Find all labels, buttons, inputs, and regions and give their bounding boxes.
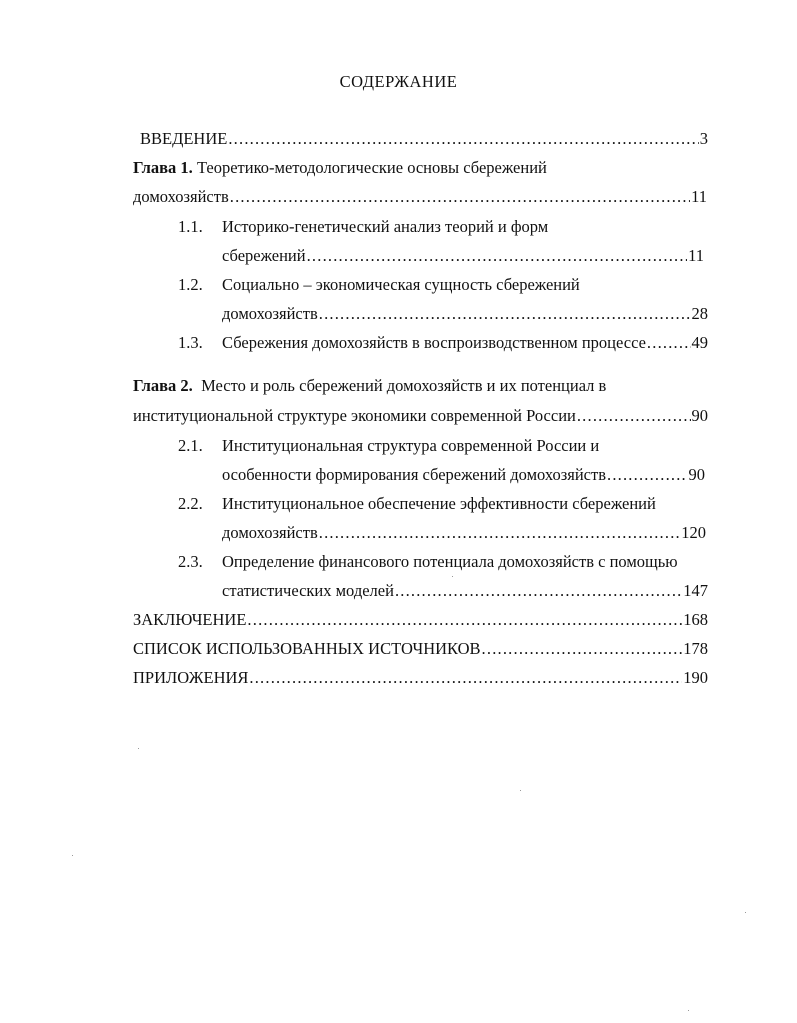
section-page: 90 xyxy=(688,465,705,484)
chapter1-heading[interactable] xyxy=(133,156,547,180)
toc-entry-intro[interactable] xyxy=(140,127,708,151)
chapter2-title-line2: институциональной структуре экономики современной России xyxy=(133,406,576,425)
section-2-3-line2[interactable] xyxy=(222,579,708,603)
section-title: Определение финансового потенциала домохозяйств с помощью xyxy=(222,552,678,571)
section-number: 2.1. xyxy=(178,436,203,455)
scan-speck xyxy=(520,790,521,791)
page-title: СОДЕРЖАНИЕ xyxy=(339,72,458,91)
chapter1-title-line1: Теоретико-методологические основы сбережений xyxy=(196,158,547,177)
leader-dots xyxy=(482,637,683,661)
leader-dots xyxy=(307,244,688,268)
scan-speck xyxy=(452,576,453,577)
chapter2-heading[interactable] xyxy=(133,374,606,398)
section-2-3-line1[interactable] xyxy=(222,550,678,574)
leader-dots xyxy=(647,331,691,355)
leader-dots xyxy=(395,579,682,603)
toc-entry-label: ПРИЛОЖЕНИЯ xyxy=(133,668,249,687)
toc-entry-page: 168 xyxy=(683,610,708,629)
section-page: 11 xyxy=(688,246,704,265)
chapter1-title-cont[interactable] xyxy=(133,185,707,209)
section-page: 120 xyxy=(681,523,706,542)
leader-dots xyxy=(230,185,690,209)
scan-speck xyxy=(688,1010,689,1011)
toc-entry-page: 3 xyxy=(699,129,708,148)
section-page: 147 xyxy=(683,581,708,600)
section-number: 2.3. xyxy=(178,552,203,571)
leader-dots xyxy=(319,521,681,545)
section-title: Социально – экономическая сущность сбережений xyxy=(222,275,580,294)
section-1-1-line1[interactable] xyxy=(222,215,548,239)
toc-entry-references[interactable] xyxy=(133,637,708,661)
leader-dots xyxy=(577,404,691,428)
section-number: 1.3. xyxy=(178,333,203,352)
toc-entry-label: ВВЕДЕНИЕ xyxy=(140,129,228,148)
section-number: 2.2. xyxy=(178,494,203,513)
toc-entry-label: СПИСОК ИСПОЛЬЗОВАННЫХ ИСТОЧНИКОВ xyxy=(133,639,481,658)
scan-speck xyxy=(138,748,139,749)
leader-dots xyxy=(607,463,688,487)
section-1-2-line2[interactable] xyxy=(222,302,708,326)
section-title-cont: особенности формирования сбережений домохозяйств xyxy=(222,465,606,484)
toc-entry-conclusion[interactable] xyxy=(133,608,708,632)
section-title-cont: статистических моделей xyxy=(222,581,394,600)
leader-dots xyxy=(228,127,698,151)
section-title-cont: домохозяйств xyxy=(222,523,318,542)
chapter2-prefix: Глава 2. xyxy=(133,376,193,395)
section-2-1-line1[interactable] xyxy=(222,434,599,458)
toc-entry-label: ЗАКЛЮЧЕНИЕ xyxy=(133,610,247,629)
section-1-3[interactable] xyxy=(222,331,708,355)
section-title-cont: сбережений xyxy=(222,246,306,265)
chapter1-page: 11 xyxy=(691,187,707,206)
scan-speck xyxy=(745,912,746,913)
chapter2-title-line1: Место и роль сбережений домохозяйств и их потенциал в xyxy=(201,376,607,395)
section-2-2-line1[interactable] xyxy=(222,492,656,516)
scan-speck xyxy=(72,855,73,856)
leader-dots xyxy=(319,302,691,326)
chapter1-prefix: Глава 1. xyxy=(133,158,193,177)
section-title: Историко-генетический анализ теорий и форм xyxy=(222,217,549,236)
section-2-2-line2[interactable] xyxy=(222,521,706,545)
section-title: Институциональная структура современной России и xyxy=(222,436,600,455)
section-title: Институциональное обеспечение эффективности сбережений xyxy=(222,494,656,513)
section-number: 1.1. xyxy=(178,217,203,236)
section-title-cont: домохозяйств xyxy=(222,304,318,323)
section-2-1-line2[interactable] xyxy=(222,463,705,487)
section-1-2-line1[interactable] xyxy=(222,273,580,297)
section-title: Сбережения домохозяйств в воспроизводственном процессе xyxy=(222,333,646,352)
leader-dots xyxy=(247,608,682,632)
chapter2-title-cont[interactable] xyxy=(133,404,708,428)
chapter1-title-line2: домохозяйств xyxy=(133,187,229,206)
toc-entry-page: 190 xyxy=(683,668,708,687)
section-page: 49 xyxy=(691,333,708,352)
section-page: 28 xyxy=(691,304,708,323)
toc-entry-page: 178 xyxy=(683,639,708,658)
toc-entry-appendix[interactable] xyxy=(133,666,708,690)
leader-dots xyxy=(249,666,682,690)
chapter2-page: 90 xyxy=(691,406,708,425)
section-1-1-line2[interactable] xyxy=(222,244,704,268)
section-number: 1.2. xyxy=(178,275,203,294)
